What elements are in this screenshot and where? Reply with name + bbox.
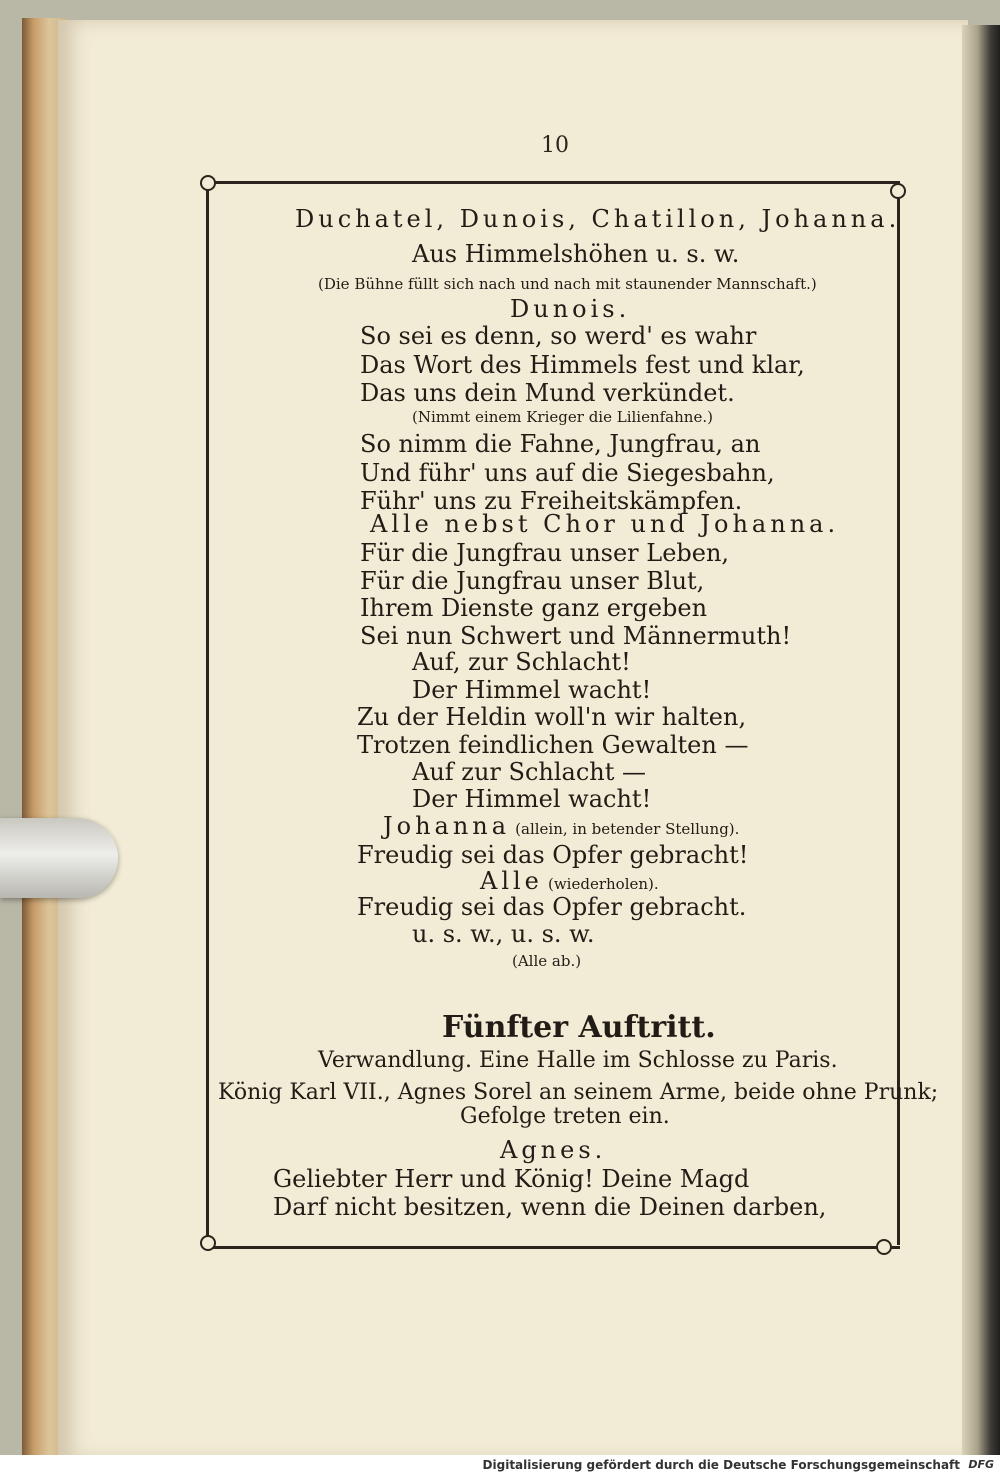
page-stack-edge — [962, 25, 1000, 1460]
verse-line: Freudig sei das Opfer gebracht. — [357, 893, 747, 921]
frame-corner-ornament — [876, 1239, 892, 1255]
frame-corner-ornament — [200, 175, 216, 191]
verse-line: u. s. w., u. s. w. — [412, 920, 595, 948]
cast-line: Duchatel, Dunois, Chatillon, Johanna. — [295, 205, 901, 233]
verse-line: Führ' uns zu Freiheitskämpfen. — [360, 487, 743, 515]
verse-line: Und führ' uns auf die Siegesbahn, — [360, 459, 775, 487]
verse-line: Das Wort des Himmels fest und klar, — [360, 351, 805, 379]
frame-corner-ornament — [200, 1235, 216, 1251]
dfg-logo: DFG — [968, 1458, 994, 1471]
scanner-thumb — [0, 818, 118, 898]
verse-line: Geliebter Herr und König! Deine Magd — [273, 1165, 750, 1193]
footer-bar — [0, 1455, 1000, 1475]
verse-line: Aus Himmelshöhen u. s. w. — [412, 240, 740, 268]
verse-line: Für die Jungfrau unser Leben, — [360, 539, 730, 567]
verse-line: Der Himmel wacht! — [412, 785, 652, 813]
verse-line: Darf nicht besitzen, wenn die Deinen darben, — [273, 1193, 827, 1221]
speaker-name: Alle nebst Chor und Johanna. — [370, 510, 840, 538]
verse-line: Für die Jungfrau unser Blut, — [360, 567, 705, 595]
footer-credit: Digitalisierung gefördert durch die Deutsche Forschungsgemeinschaft — [482, 1458, 960, 1472]
verse-line: Freudig sei das Opfer gebracht! — [357, 841, 749, 869]
verse-line: So nimm die Fahne, Jungfrau, an — [360, 430, 761, 458]
stage-direction: (Nimmt einem Krieger die Lilienfahne.) — [412, 408, 713, 426]
speaker-name: Dunois. — [510, 295, 631, 323]
verse-line: Auf, zur Schlacht! — [412, 648, 631, 676]
stage-direction: (Alle ab.) — [512, 952, 582, 970]
character-list: König Karl VII., Agnes Sorel an seinem Arme, beide ohne Prunk; — [218, 1080, 939, 1105]
verse-line: So sei es denn, so werd' es wahr — [360, 322, 757, 350]
scene-heading: Fünfter Auftritt. — [442, 1010, 716, 1045]
speaker-name: Agnes. — [500, 1136, 607, 1164]
page-number: 10 — [541, 133, 569, 158]
verse-line: Trotzen feindlichen Gewalten — — [357, 731, 749, 759]
stage-direction: (Die Bühne füllt sich nach und nach mit staunender Mannschaft.) — [318, 275, 817, 293]
stage-direction: (wiederholen). — [547, 875, 659, 893]
verse-line: Auf zur Schlacht — — [412, 758, 646, 786]
speaker-line — [480, 867, 659, 895]
frame-bottom-rule — [210, 1246, 900, 1249]
speaker-name: Johanna — [383, 812, 511, 840]
frame-left-rule — [206, 185, 209, 1245]
stage-direction: (allein, in betender Stellung). — [515, 820, 740, 838]
verse-line: Der Himmel wacht! — [412, 676, 652, 704]
verse-line: Ihrem Dienste ganz ergeben — [360, 594, 708, 622]
verse-line: Sei nun Schwert und Männermuth! — [360, 622, 792, 650]
frame-top-rule — [210, 181, 900, 184]
verse-line: Zu der Heldin woll'n wir halten, — [357, 703, 747, 731]
scene-setting: Verwandlung. Eine Halle im Schlosse zu Paris. — [318, 1048, 838, 1073]
verse-line: Das uns dein Mund verkündet. — [360, 379, 735, 407]
frame-corner-ornament — [890, 183, 906, 199]
character-list: Gefolge treten ein. — [460, 1104, 670, 1129]
speaker-line — [383, 812, 739, 840]
speaker-name: Alle — [480, 867, 543, 895]
